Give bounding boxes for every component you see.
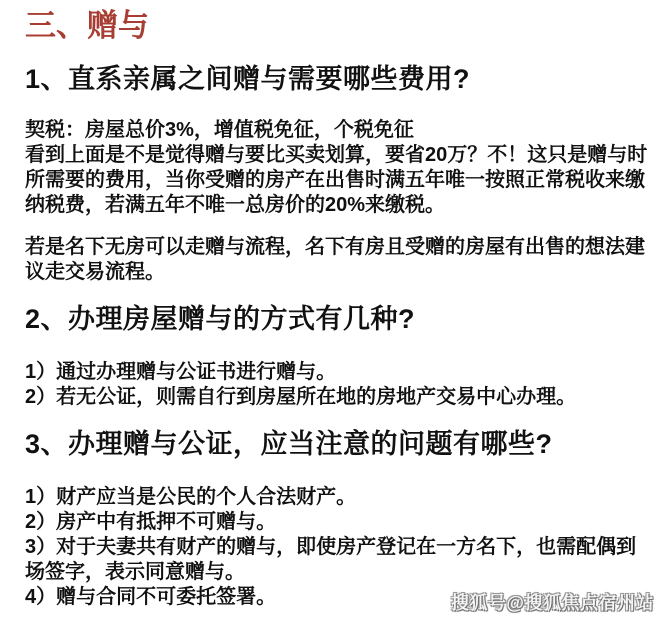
list-item: 2）若无公证，则需自行到房屋所在地的房地产交易中心办理。 (25, 386, 577, 408)
paragraph-line: 若是名下无房可以走赠与流程，名下有房且受赠的房屋有出售的想法建议走交易流程。 (25, 236, 645, 283)
paragraph-line: 契税：房屋总价3%，增值税免征，个税免征 (25, 119, 414, 141)
sohu-watermark: 搜狐号@搜狐焦点宿州站 (450, 593, 654, 613)
paragraph-line: 看到上面是不是觉得赠与要比买卖划算，要省20万？不！这只是赠与时所需要的费用，当你受赠的房产在出售时满五年唯一按照正常税收来缴纳税费，若满五年不唯一总房价的20%来缴税。 (25, 144, 648, 216)
page-title: 三、赠与 (25, 8, 149, 43)
list-item: 2）房产中有抵押不可赠与。 (25, 511, 277, 533)
list-item: 1）通过办理赠与公证书进行赠与。 (25, 361, 337, 383)
list-item: 4）赠与合同不可委托签署。 (25, 586, 277, 608)
section-3-heading: 3、办理赠与公证，应当注意的问题有哪些? (25, 429, 553, 459)
section-2-list (25, 360, 649, 410)
section-1-heading: 1、直系亲属之间赠与需要哪些费用? (25, 64, 471, 94)
section-1-paragraph-1 (25, 118, 649, 218)
section-2-heading: 2、办理房屋赠与的方式有几种? (25, 304, 416, 334)
section-1-paragraph-2 (25, 235, 649, 285)
list-item: 3）对于夫妻共有财产的赠与，即使房产登记在一方名下，也需配偶到场签字，表示同意赠与。 (25, 536, 637, 583)
list-item: 1）财产应当是公民的个人合法财产。 (25, 486, 357, 508)
